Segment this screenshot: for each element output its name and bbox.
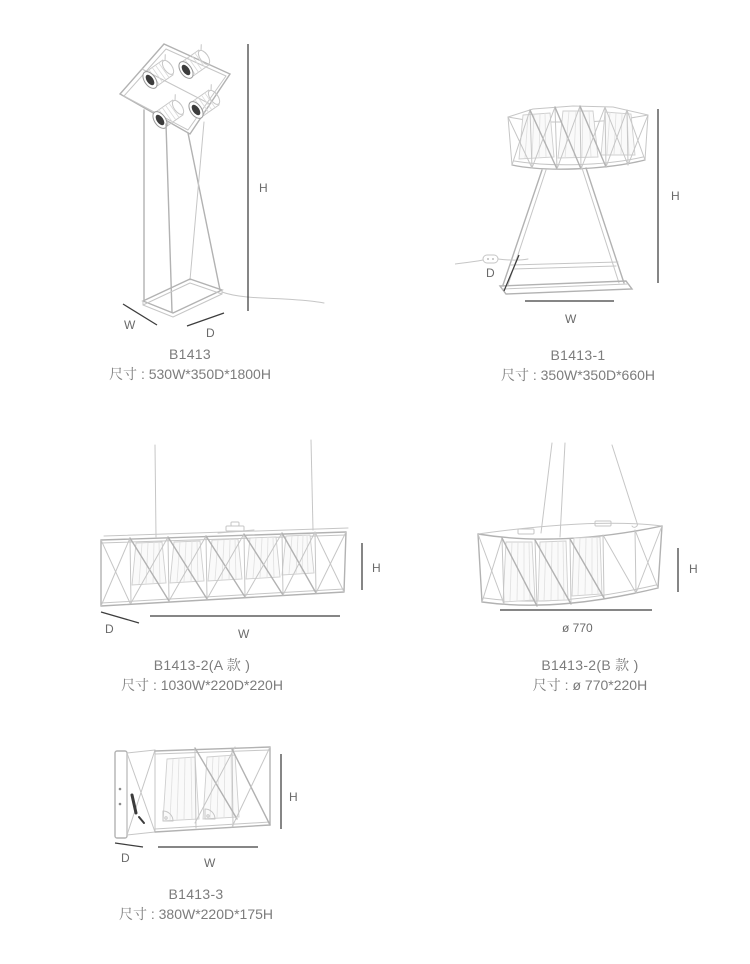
depth-dimension-line bbox=[187, 313, 224, 326]
cord-switch bbox=[483, 255, 498, 263]
diameter-dimension-label: ø 770 bbox=[562, 621, 593, 635]
product-size: 尺寸 : 380W*220D*175H bbox=[118, 906, 274, 922]
product-label-wall-lamp bbox=[36, 884, 356, 924]
floor-lamp-base bbox=[143, 279, 222, 317]
pleated-shade bbox=[163, 757, 199, 821]
round-pendant-drawing bbox=[440, 430, 720, 642]
product-size: 尺寸 : 350W*350D*660H bbox=[500, 367, 656, 383]
table-lamp-shade-cage bbox=[508, 106, 648, 169]
width-dimension-label: W bbox=[124, 318, 136, 332]
product-label-floor-lamp bbox=[30, 344, 350, 384]
product-name: B1413-3 bbox=[168, 886, 224, 902]
table-lamp-drawing bbox=[455, 95, 705, 330]
product-size: 尺寸 : ø 770*220H bbox=[532, 677, 648, 693]
depth-dimension-label: D bbox=[486, 266, 495, 280]
spotlight-can bbox=[149, 95, 188, 131]
linear-pendant-drawing bbox=[90, 430, 390, 642]
product-size: 尺寸 : 530W*350D*1800H bbox=[109, 366, 271, 382]
spotlight-can bbox=[185, 85, 224, 121]
wall-lamp-drawing bbox=[95, 735, 315, 883]
drum-truss-frame bbox=[478, 523, 662, 606]
floor-lamp-drawing bbox=[100, 30, 335, 345]
side-panel bbox=[127, 750, 155, 835]
depth-dimension-line bbox=[115, 843, 143, 847]
height-dimension-label: H bbox=[289, 790, 298, 804]
product-label-pendant-linear bbox=[42, 655, 362, 695]
pleated-shade bbox=[208, 539, 242, 581]
product-name: B1413 bbox=[169, 346, 211, 362]
depth-dimension-label: D bbox=[121, 851, 130, 865]
depth-dimension-label: D bbox=[206, 326, 215, 340]
spotlight-can bbox=[139, 55, 178, 91]
floor-lamp-legs bbox=[144, 110, 220, 312]
product-label-pendant-round bbox=[430, 655, 750, 695]
suspension-wire bbox=[155, 445, 156, 537]
power-cord bbox=[222, 292, 324, 303]
product-name: B1413-2(A 款 ) bbox=[153, 657, 251, 673]
product-name: B1413-2(B 款 ) bbox=[541, 657, 639, 673]
suspension-wire bbox=[560, 443, 565, 537]
spotlight-head bbox=[120, 44, 230, 134]
suspension-wire bbox=[541, 443, 552, 533]
table-lamp-base bbox=[500, 168, 632, 294]
width-dimension-label: W bbox=[565, 312, 577, 326]
product-size: 尺寸 : 1030W*220D*220H bbox=[121, 677, 283, 693]
product-name: B1413-1 bbox=[550, 347, 606, 363]
depth-dimension-label: D bbox=[105, 622, 114, 636]
suspension-wire bbox=[612, 445, 637, 527]
height-dimension-label: H bbox=[372, 561, 381, 575]
height-dimension-label: H bbox=[259, 181, 268, 195]
front-truss bbox=[155, 747, 270, 832]
spotlight-can bbox=[175, 45, 214, 81]
height-dimension-label: H bbox=[689, 562, 698, 576]
width-dimension-label: W bbox=[238, 627, 250, 641]
suspension-wire bbox=[311, 440, 313, 530]
wall-plate bbox=[115, 751, 127, 838]
pleated-shade bbox=[246, 537, 280, 579]
product-label-table-lamp bbox=[418, 345, 738, 385]
truss-frame bbox=[101, 528, 348, 606]
height-dimension-label: H bbox=[671, 189, 680, 203]
width-dimension-label: W bbox=[204, 856, 216, 870]
